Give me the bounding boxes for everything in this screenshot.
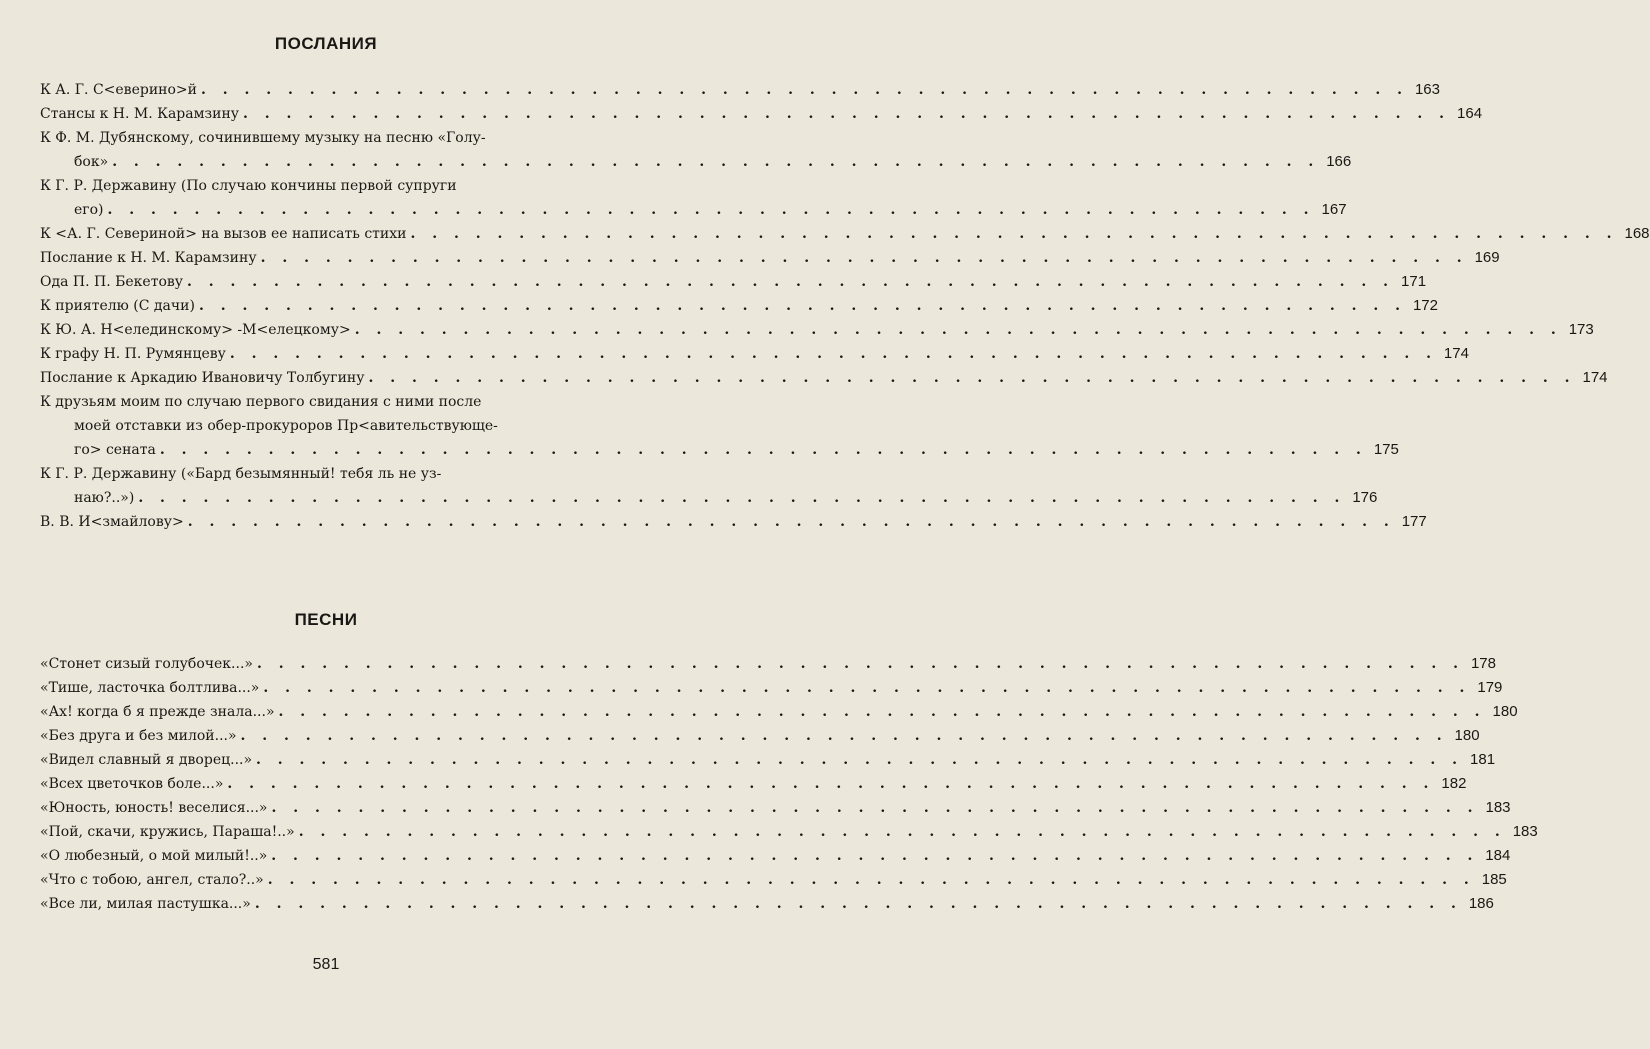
toc-entry-title: Ода П. П. Бекетову bbox=[40, 274, 184, 290]
toc-page-number: 182 bbox=[1441, 775, 1467, 792]
toc-section-poslaniya bbox=[40, 78, 1650, 534]
toc-entry bbox=[40, 892, 1494, 916]
toc-page-number: 171 bbox=[1401, 273, 1427, 290]
toc-entry bbox=[40, 652, 1496, 676]
toc-page-number: 175 bbox=[1373, 441, 1399, 458]
toc-page-number: 174 bbox=[1443, 345, 1469, 362]
toc-entry-line bbox=[40, 174, 596, 198]
leader-dots: . . . . . . . . . . . . . . . . . . . . . . . . . . . . . . . . . . . . . . . . . . . . . . . . . . . . . . . . bbox=[256, 752, 1464, 768]
toc-entry-title: «Тише, ласточка болтлива...» bbox=[40, 680, 260, 696]
toc-entry-title: К Ф. М. Дубянскому, сочинившему музыку на песню «Голу- bbox=[40, 130, 486, 146]
toc-entry-line bbox=[40, 126, 596, 150]
toc-entry bbox=[40, 78, 1440, 102]
leader-dots: . . . . . . . . . . . . . . . . . . . . . . . . . . . . . . . . . . . . . . . . . . . . . . . . . . . . . . . . bbox=[112, 154, 1320, 170]
toc-entry-title: К приятелю (С дачи) bbox=[40, 298, 195, 314]
toc-entry-line bbox=[40, 390, 596, 414]
toc-entry-title: бок» bbox=[74, 154, 109, 170]
toc-entry-title: Стансы к Н. М. Карамзину bbox=[40, 106, 240, 122]
toc-page-number: 176 bbox=[1352, 489, 1378, 506]
toc-page-number: 183 bbox=[1485, 799, 1511, 816]
toc-entry-line bbox=[40, 438, 1399, 462]
toc-entry bbox=[40, 510, 1427, 534]
toc-entry-title: «Юность, юность! веселися...» bbox=[40, 800, 268, 816]
toc-entry-title: «Видел славный я дворец...» bbox=[40, 752, 253, 768]
leader-dots: . . . . . . . . . . . . . . . . . . . . . . . . . . . . . . . . . . . . . . . . . . . . . . . . . . . . . . . . bbox=[159, 442, 1367, 458]
leader-dots: . . . . . . . . . . . . . . . . . . . . . . . . . . . . . . . . . . . . . . . . . . . . . . . . . . . . . . . . bbox=[256, 656, 1464, 672]
toc-entry-title: «Что с тобою, ангел, стало?..» bbox=[40, 872, 264, 888]
leader-dots: . . . . . . . . . . . . . . . . . . . . . . . . . . . . . . . . . . . . . . . . . . . . . . . . . . . . . . . . bbox=[227, 776, 1435, 792]
toc-entry-line bbox=[40, 462, 596, 486]
section-heading-pesni: ПЕСНИ bbox=[294, 610, 358, 629]
toc-entry-line bbox=[40, 150, 1352, 174]
toc-entry bbox=[40, 676, 1503, 700]
section-heading-poslaniya: ПОСЛАНИЯ bbox=[274, 34, 378, 53]
leader-dots: . . . . . . . . . . . . . . . . . . . . . . . . . . . . . . . . . . . . . . . . . . . . . . . . . . . . . . . . bbox=[243, 106, 1451, 122]
toc-entry-title: го> сената bbox=[74, 442, 156, 458]
toc-entry-title: «Без друга и без милой...» bbox=[40, 728, 237, 744]
toc-entry-title: К графу Н. П. Румянцеву bbox=[40, 346, 226, 362]
toc-page-number: 183 bbox=[1512, 823, 1538, 840]
leader-dots: . . . . . . . . . . . . . . . . . . . . . . . . . . . . . . . . . . . . . . . . . . . . . . . . . . . . . . . . bbox=[107, 202, 1315, 218]
toc-entry-title: «Ах! когда б я прежде знала...» bbox=[40, 704, 275, 720]
toc-entry bbox=[40, 796, 1511, 820]
toc-page-number: 167 bbox=[1321, 201, 1347, 218]
page-number: 581 bbox=[312, 956, 340, 973]
toc-entry-title: «Всех цветочков боле...» bbox=[40, 776, 224, 792]
toc-page-number: 173 bbox=[1568, 321, 1594, 338]
leader-dots: . . . . . . . . . . . . . . . . . . . . . . . . . . . . . . . . . . . . . . . . . . . . . . . . . . . . . . . . bbox=[240, 728, 1448, 744]
toc-entry-title: К друзьям моим по случаю первого свидания с ними после bbox=[40, 394, 482, 410]
leader-dots: . . . . . . . . . . . . . . . . . . . . . . . . . . . . . . . . . . . . . . . . . . . . . . . . . . . . . . . . bbox=[354, 322, 1562, 338]
toc-entry bbox=[40, 868, 1507, 892]
leader-dots: . . . . . . . . . . . . . . . . . . . . . . . . . . . . . . . . . . . . . . . . . . . . . . . . . . . . . . . . bbox=[267, 872, 1475, 888]
toc-page-number: 163 bbox=[1414, 81, 1440, 98]
toc-entry bbox=[40, 366, 1608, 390]
toc-entry bbox=[40, 222, 1650, 246]
leader-dots: . . . . . . . . . . . . . . . . . . . . . . . . . . . . . . . . . . . . . . . . . . . . . . . . . . . . . . . . bbox=[368, 370, 1576, 386]
leader-dots: . . . . . . . . . . . . . . . . . . . . . . . . . . . . . . . . . . . . . . . . . . . . . . . . . . . . . . . . bbox=[138, 490, 1346, 506]
toc-entry bbox=[40, 772, 1467, 796]
toc-entry-line bbox=[40, 198, 1347, 222]
toc-page-number: 166 bbox=[1326, 153, 1352, 170]
leader-dots: . . . . . . . . . . . . . . . . . . . . . . . . . . . . . . . . . . . . . . . . . . . . . . . . . . . . . . . . bbox=[187, 514, 1395, 530]
leader-dots: . . . . . . . . . . . . . . . . . . . . . . . . . . . . . . . . . . . . . . . . . . . . . . . . . . . . . . . . bbox=[187, 274, 1395, 290]
leader-dots: . . . . . . . . . . . . . . . . . . . . . . . . . . . . . . . . . . . . . . . . . . . . . . . . . . . . . . . . bbox=[298, 824, 1506, 840]
toc-entry bbox=[40, 844, 1511, 868]
toc-entry bbox=[40, 270, 1427, 294]
toc-entry bbox=[40, 462, 1378, 510]
toc-entry-title: К <А. Г. Севериной> на вызов ее написать стихи bbox=[40, 226, 407, 242]
toc-entry-title: «Стонет сизый голубочек...» bbox=[40, 656, 253, 672]
toc-section-pesni bbox=[40, 652, 1538, 916]
toc-entry bbox=[40, 246, 1500, 270]
toc-entry-title: Послание к Аркадию Ивановичу Толбугину bbox=[40, 370, 365, 386]
leader-dots: . . . . . . . . . . . . . . . . . . . . . . . . . . . . . . . . . . . . . . . . . . . . . . . . . . . . . . . . bbox=[254, 896, 1462, 912]
leader-dots: . . . . . . . . . . . . . . . . . . . . . . . . . . . . . . . . . . . . . . . . . . . . . . . . . . . . . . . . bbox=[263, 680, 1471, 696]
toc-entry-title: К Ю. А. Н<елединскому> -М<елецкому> bbox=[40, 322, 351, 338]
toc-entry bbox=[40, 318, 1594, 342]
toc-entry bbox=[40, 294, 1438, 318]
toc-page-number: 178 bbox=[1470, 655, 1496, 672]
toc-page-number: 164 bbox=[1457, 105, 1483, 122]
leader-dots: . . . . . . . . . . . . . . . . . . . . . . . . . . . . . . . . . . . . . . . . . . . . . . . . . . . . . . . . bbox=[271, 800, 1479, 816]
toc-page-number: 177 bbox=[1401, 513, 1427, 530]
toc-page-number: 180 bbox=[1492, 703, 1518, 720]
toc-entry-title: его) bbox=[74, 202, 104, 218]
toc-page-number: 184 bbox=[1485, 847, 1511, 864]
toc-page-number: 181 bbox=[1470, 751, 1496, 768]
toc-entry-title: В. В. И<змайлову> bbox=[40, 514, 184, 530]
toc-entry bbox=[40, 820, 1538, 844]
toc-entry-title: «О любезный, о мой милый!..» bbox=[40, 848, 268, 864]
toc-entry-title: К Г. Р. Державину (По случаю кончины первой супруги bbox=[40, 178, 457, 194]
leader-dots: . . . . . . . . . . . . . . . . . . . . . . . . . . . . . . . . . . . . . . . . . . . . . . . . . . . . . . . . bbox=[271, 848, 1479, 864]
toc-entry bbox=[40, 102, 1483, 126]
toc-entry-title: К Г. Р. Державину («Бард безымянный! тебя ль не уз- bbox=[40, 466, 442, 482]
toc-entry-title: наю?..») bbox=[74, 490, 135, 506]
toc-entry bbox=[40, 700, 1518, 724]
toc-entry bbox=[40, 724, 1480, 748]
leader-dots: . . . . . . . . . . . . . . . . . . . . . . . . . . . . . . . . . . . . . . . . . . . . . . . . . . . . . . . . bbox=[260, 250, 1468, 266]
toc-page-number: 185 bbox=[1481, 871, 1507, 888]
toc-page-number: 172 bbox=[1412, 297, 1438, 314]
toc-entry bbox=[40, 748, 1496, 772]
leader-dots: . . . . . . . . . . . . . . . . . . . . . . . . . . . . . . . . . . . . . . . . . . . . . . . . . . . . . . . . bbox=[278, 704, 1486, 720]
toc-entry bbox=[40, 174, 1347, 222]
toc-entry-title: Послание к Н. М. Карамзину bbox=[40, 250, 257, 266]
toc-page-number: 180 bbox=[1454, 727, 1480, 744]
leader-dots: . . . . . . . . . . . . . . . . . . . . . . . . . . . . . . . . . . . . . . . . . . . . . . . . . . . . . . . . bbox=[410, 226, 1618, 242]
toc-page-number: 169 bbox=[1474, 249, 1500, 266]
leader-dots: . . . . . . . . . . . . . . . . . . . . . . . . . . . . . . . . . . . . . . . . . . . . . . . . . . . . . . . . bbox=[198, 298, 1406, 314]
toc-page-number: 179 bbox=[1477, 679, 1503, 696]
toc-entry-title: моей отставки из обер-прокуроров Пр<авительствующе- bbox=[74, 418, 498, 434]
toc-entry-title: «Все ли, милая пастушка...» bbox=[40, 896, 251, 912]
toc-page-number: 186 bbox=[1468, 895, 1494, 912]
toc-entry-title: «Пой, скачи, кружись, Параша!..» bbox=[40, 824, 295, 840]
leader-dots: . . . . . . . . . . . . . . . . . . . . . . . . . . . . . . . . . . . . . . . . . . . . . . . . . . . . . . . . bbox=[200, 82, 1408, 98]
toc-entry-line bbox=[40, 486, 1378, 510]
toc-entry bbox=[40, 342, 1469, 366]
toc-entry bbox=[40, 126, 1352, 174]
toc-entry bbox=[40, 390, 1399, 462]
leader-dots: . . . . . . . . . . . . . . . . . . . . . . . . . . . . . . . . . . . . . . . . . . . . . . . . . . . . . . . . bbox=[229, 346, 1437, 362]
toc-entry-title: К А. Г. С<еверино>й bbox=[40, 82, 197, 98]
toc-page-number: 168 bbox=[1624, 225, 1650, 242]
toc-page-number: 174 bbox=[1582, 369, 1608, 386]
